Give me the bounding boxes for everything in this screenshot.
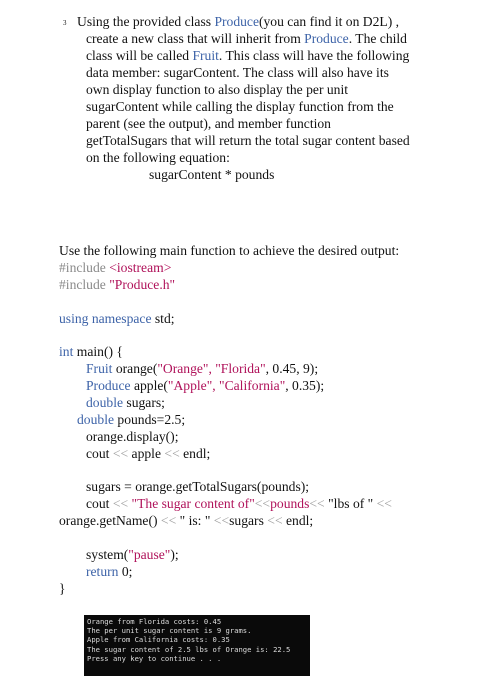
instruction-text: Use the following main function to achieve the desired output: <box>59 243 400 258</box>
code-line-produce-apple: Produce apple("Apple", "California", 0.35); <box>86 378 325 393</box>
code-include-produce: #include "Produce.h" <box>59 277 176 292</box>
question-line-5: own display function to also display the per unit <box>86 82 349 97</box>
question-line-2: create a new class that will inherit from Produce. The child <box>86 31 407 46</box>
question-line-9: on the following equation: <box>86 150 230 165</box>
code-line-display: orange.display(); <box>86 429 179 444</box>
code-line-fruit-orange: Fruit orange("Orange", "Florida", 0.45, 9); <box>86 361 319 376</box>
code-include-iostream: #include <iostream> <box>59 260 172 275</box>
console-output <box>84 615 310 676</box>
console-line: The per unit sugar content is 9 grams. <box>87 626 252 636</box>
question-line-7: parent (see the output), and member function <box>86 116 331 131</box>
code-using-namespace: using namespace std; <box>59 311 175 326</box>
code-line-cout-apple: cout << apple << endl; <box>86 446 211 461</box>
code-line-cout-sugar: cout << "The sugar content of"<<pounds<< "lbs of " << <box>86 496 392 511</box>
code-line-system-pause: system("pause"); <box>86 547 179 562</box>
code-main-signature: int main() { <box>59 344 123 359</box>
equation: sugarContent * pounds <box>149 167 275 182</box>
question-line-1: Using the provided class Produce(you can find it on D2L) , <box>77 14 400 29</box>
console-line: The sugar content of 2.5 lbs of Orange is: 22.5 <box>87 644 291 654</box>
console-line: Press any key to continue . . . <box>87 653 222 663</box>
code-closing-brace: } <box>59 581 66 596</box>
question-line-8: getTotalSugars that will return the total sugar content based <box>86 133 410 148</box>
code-line-get-name: orange.getName() << " is: " <<sugars << endl; <box>59 513 314 528</box>
question-line-6: sugarContent while calling the display function from the <box>86 99 394 114</box>
code-line-double-sugars: double sugars; <box>86 395 165 410</box>
question-line-3: class will be called Fruit. This class will have the following <box>86 48 410 63</box>
console-line: Apple from California costs: 0.35 <box>87 635 230 645</box>
question-line-4: data member: sugarContent. The class will also have its <box>86 65 389 80</box>
console-line: Orange from Florida costs: 0.45 <box>87 617 222 626</box>
code-line-double-pounds: double pounds=2.5; <box>77 412 186 427</box>
question-number: 3 <box>63 19 67 27</box>
code-line-return: return 0; <box>86 564 133 579</box>
code-line-get-total: sugars = orange.getTotalSugars(pounds); <box>86 479 310 494</box>
